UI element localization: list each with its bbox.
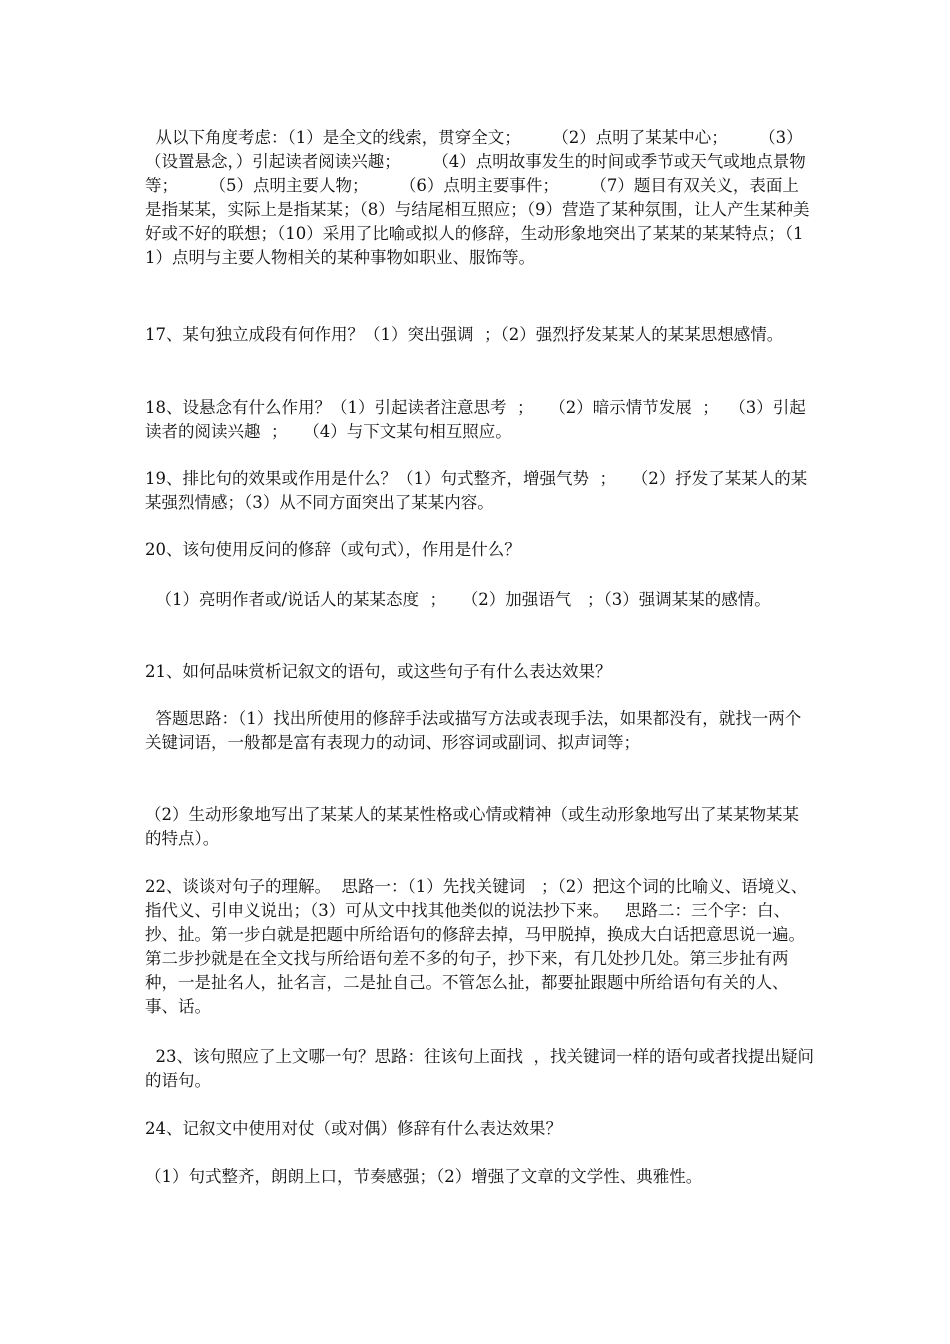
- paragraph-q24: 24、记叙文中使用对仗（或对偶）修辞有什么表达效果？: [145, 1119, 562, 1138]
- paragraph-q20-answer: （1）亮明作者或/说话人的某某态度 ； （2）加强语气 ；（3）强调某某的感情。: [145, 590, 771, 609]
- paragraph-q21-approach: 答题思路：（1）找出所使用的修辞手法或描写方法或表现手法，如果都没有，就找一两个关键词语，一般都是富有表现力的动词、形容词或副词、拟声词等；: [145, 709, 802, 752]
- paragraph-q23: 23、该句照应了上文哪一句？思路：往该句上面找 ，找关键词一样的语句或者找提出疑问的语句。: [145, 1047, 814, 1090]
- paragraph-q21: 21、如何品味赏析记叙文的语句，或这些句子有什么表达效果？: [145, 662, 612, 681]
- paragraph-q21-effect: （2）生动形象地写出了某某人的某某性格或心情或精神（或生动形象地写出了某某物某某的特点）。: [145, 805, 799, 848]
- paragraph-q22: 22、谈谈对句子的理解。 思路一：（1）先找关键词 ；（2）把这个词的比喻义、语境义、指代义、引申义说出；（3）可从文中找其他类似的说法抄下来。 思路二：三个字：白、抄、扯。第一步白就是把题中所给语句的修辞去掉，马甲脱掉，换成大白话把意思说一遍。第二步抄就是在全文找与所给语句差不多的句子，抄下来，有几处抄几处。第三步扯有两种，一是扯名人，扯名言，二是扯自己。不管怎么扯，都要扯跟题中所给语句有关的人、事、话。: [145, 877, 808, 1016]
- paragraph-q18: 18、设悬念有什么作用？（1）引起读者注意思考 ； （2）暗示情节发展 ； （3）引起读者的阅读兴趣 ； （4）与下文某句相互照应。: [145, 398, 806, 441]
- paragraph-q24-answer: （1）句式整齐，朗朗上口，节奏感强；（2）增强了文章的文学性、典雅性。: [145, 1167, 703, 1186]
- paragraph-q19: 19、排比句的效果或作用是什么？（1）句式整齐，增强气势 ； （2）抒发了某某人的某某强烈情感；（3）从不同方面突出了某某内容。: [145, 469, 808, 512]
- paragraph-q17: 17、某句独立成段有何作用？（1）突出强调 ；（2）强烈抒发某某人的某某思想感情。: [145, 325, 784, 344]
- paragraph-title-angles: 从以下角度考虑：（1）是全文的线索，贯穿全文； （2）点明了某某中心； （3）（设置悬念，）引起读者阅读兴趣； （4）点明故事发生的时间或季节或天气或地点景物等； （5）点明主要人物； （6）点明主要事件； （7）题目有双关义，表面上是指某某，实际上是指某某；（8）与结尾相互照应；（9）营造了某种氛围，让人产生某种美好或不好的联想；（10）采用了比喻或拟人的修辞，生动形象地突出了某某的某某特点；（11）点明与主要人物相关的某种事物如职业、服饰等。: [145, 128, 810, 267]
- paragraph-q20: 20、该句使用反问的修辞（或句式），作用是什么？: [145, 540, 521, 559]
